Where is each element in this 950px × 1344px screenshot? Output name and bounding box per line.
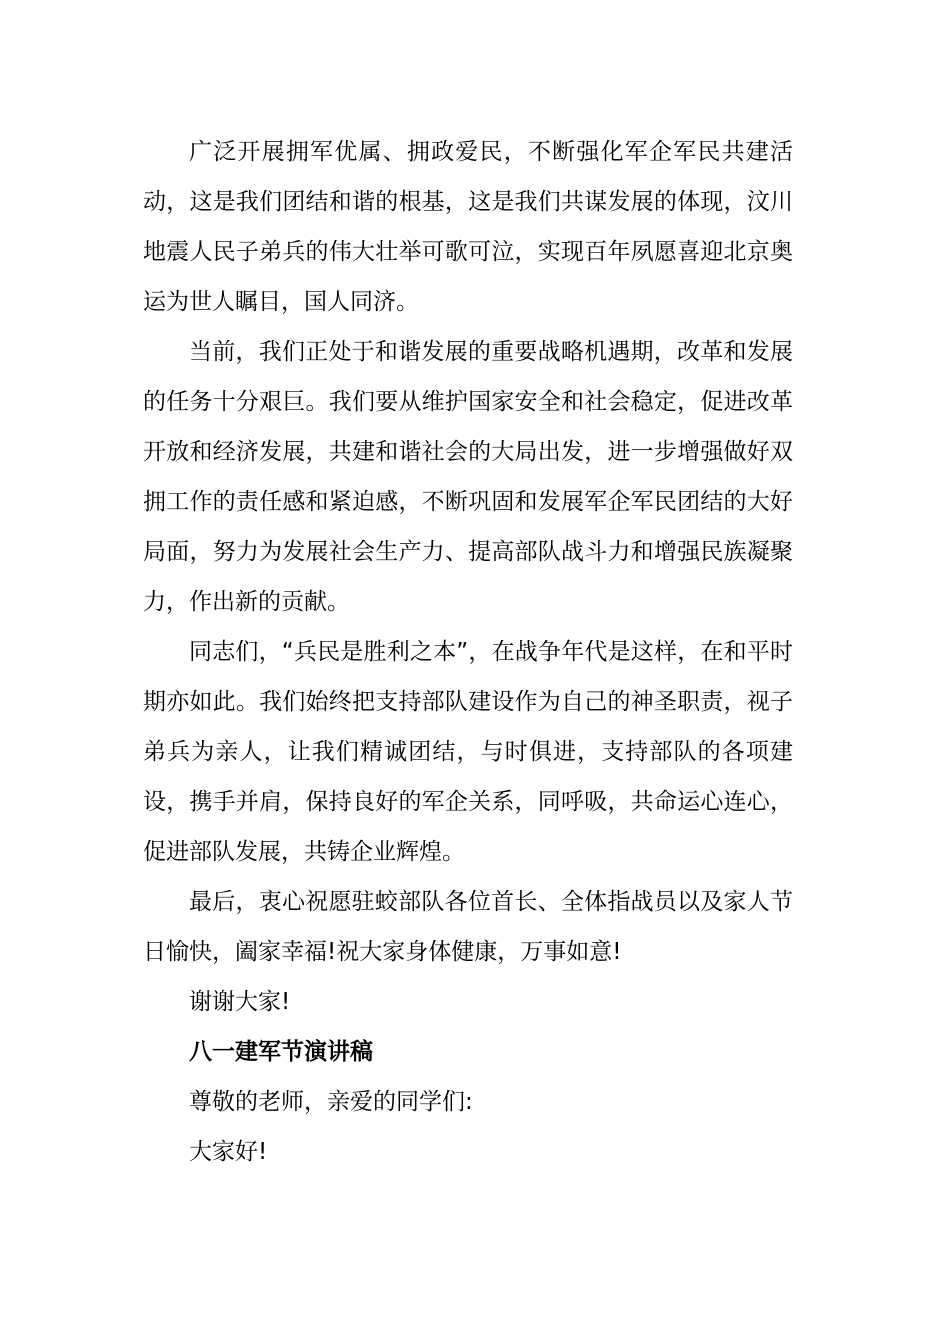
paragraph-soldiers-and-people: 同志们，“兵民是胜利之本”，在战争年代是这样，在和平时期亦如此。我们始终把支持部队建设作为自己的神圣职责，视子弟兵为亲人，让我们精诚团结，与时俱进，支持部队的各项建设，携手并肩，保持良好的军企关系，同呼吸，共命运心连心，促进部队发展，共铸企业辉煌。 [143, 639, 793, 865]
thanks-line: 谢谢大家! [189, 989, 291, 1015]
salutation-line: 尊敬的老师，亲爱的同学们: [189, 1089, 473, 1115]
paragraph-army-civilian-unity: 广泛开展拥军优属、拥政爱民，不断强化军企军民共建活动，这是我们团结和谐的根基，这是我们共谋发展的体现，汶川地震人民子弟兵的伟大壮举可歌可泣，实现百年夙愿喜迎北京奥运为世人瞩目，国人同济。 [143, 139, 793, 315]
greeting-line: 大家好! [189, 1139, 268, 1165]
paragraph-closing-wishes: 最后，衷心祝愿驻蛟部队各位首长、全体指战员以及家人节日愉快，阖家幸福!祝大家身体健康，万事如意! [143, 889, 793, 965]
speech-title: 八一建军节演讲稿 [189, 1039, 373, 1065]
document-body [143, 127, 793, 1177]
paragraph-strategic-period: 当前，我们正处于和谐发展的重要战略机遇期，改革和发展的任务十分艰巨。我们要从维护国家安全和社会稳定，促进改革开放和经济发展，共建和谐社会的大局出发，进一步增强做好双拥工作的责任感和紧迫感，不断巩固和发展军企军民团结的大好局面，努力为发展社会生产力、提高部队战斗力和增强民族凝聚力，作出新的贡献。 [143, 339, 793, 615]
